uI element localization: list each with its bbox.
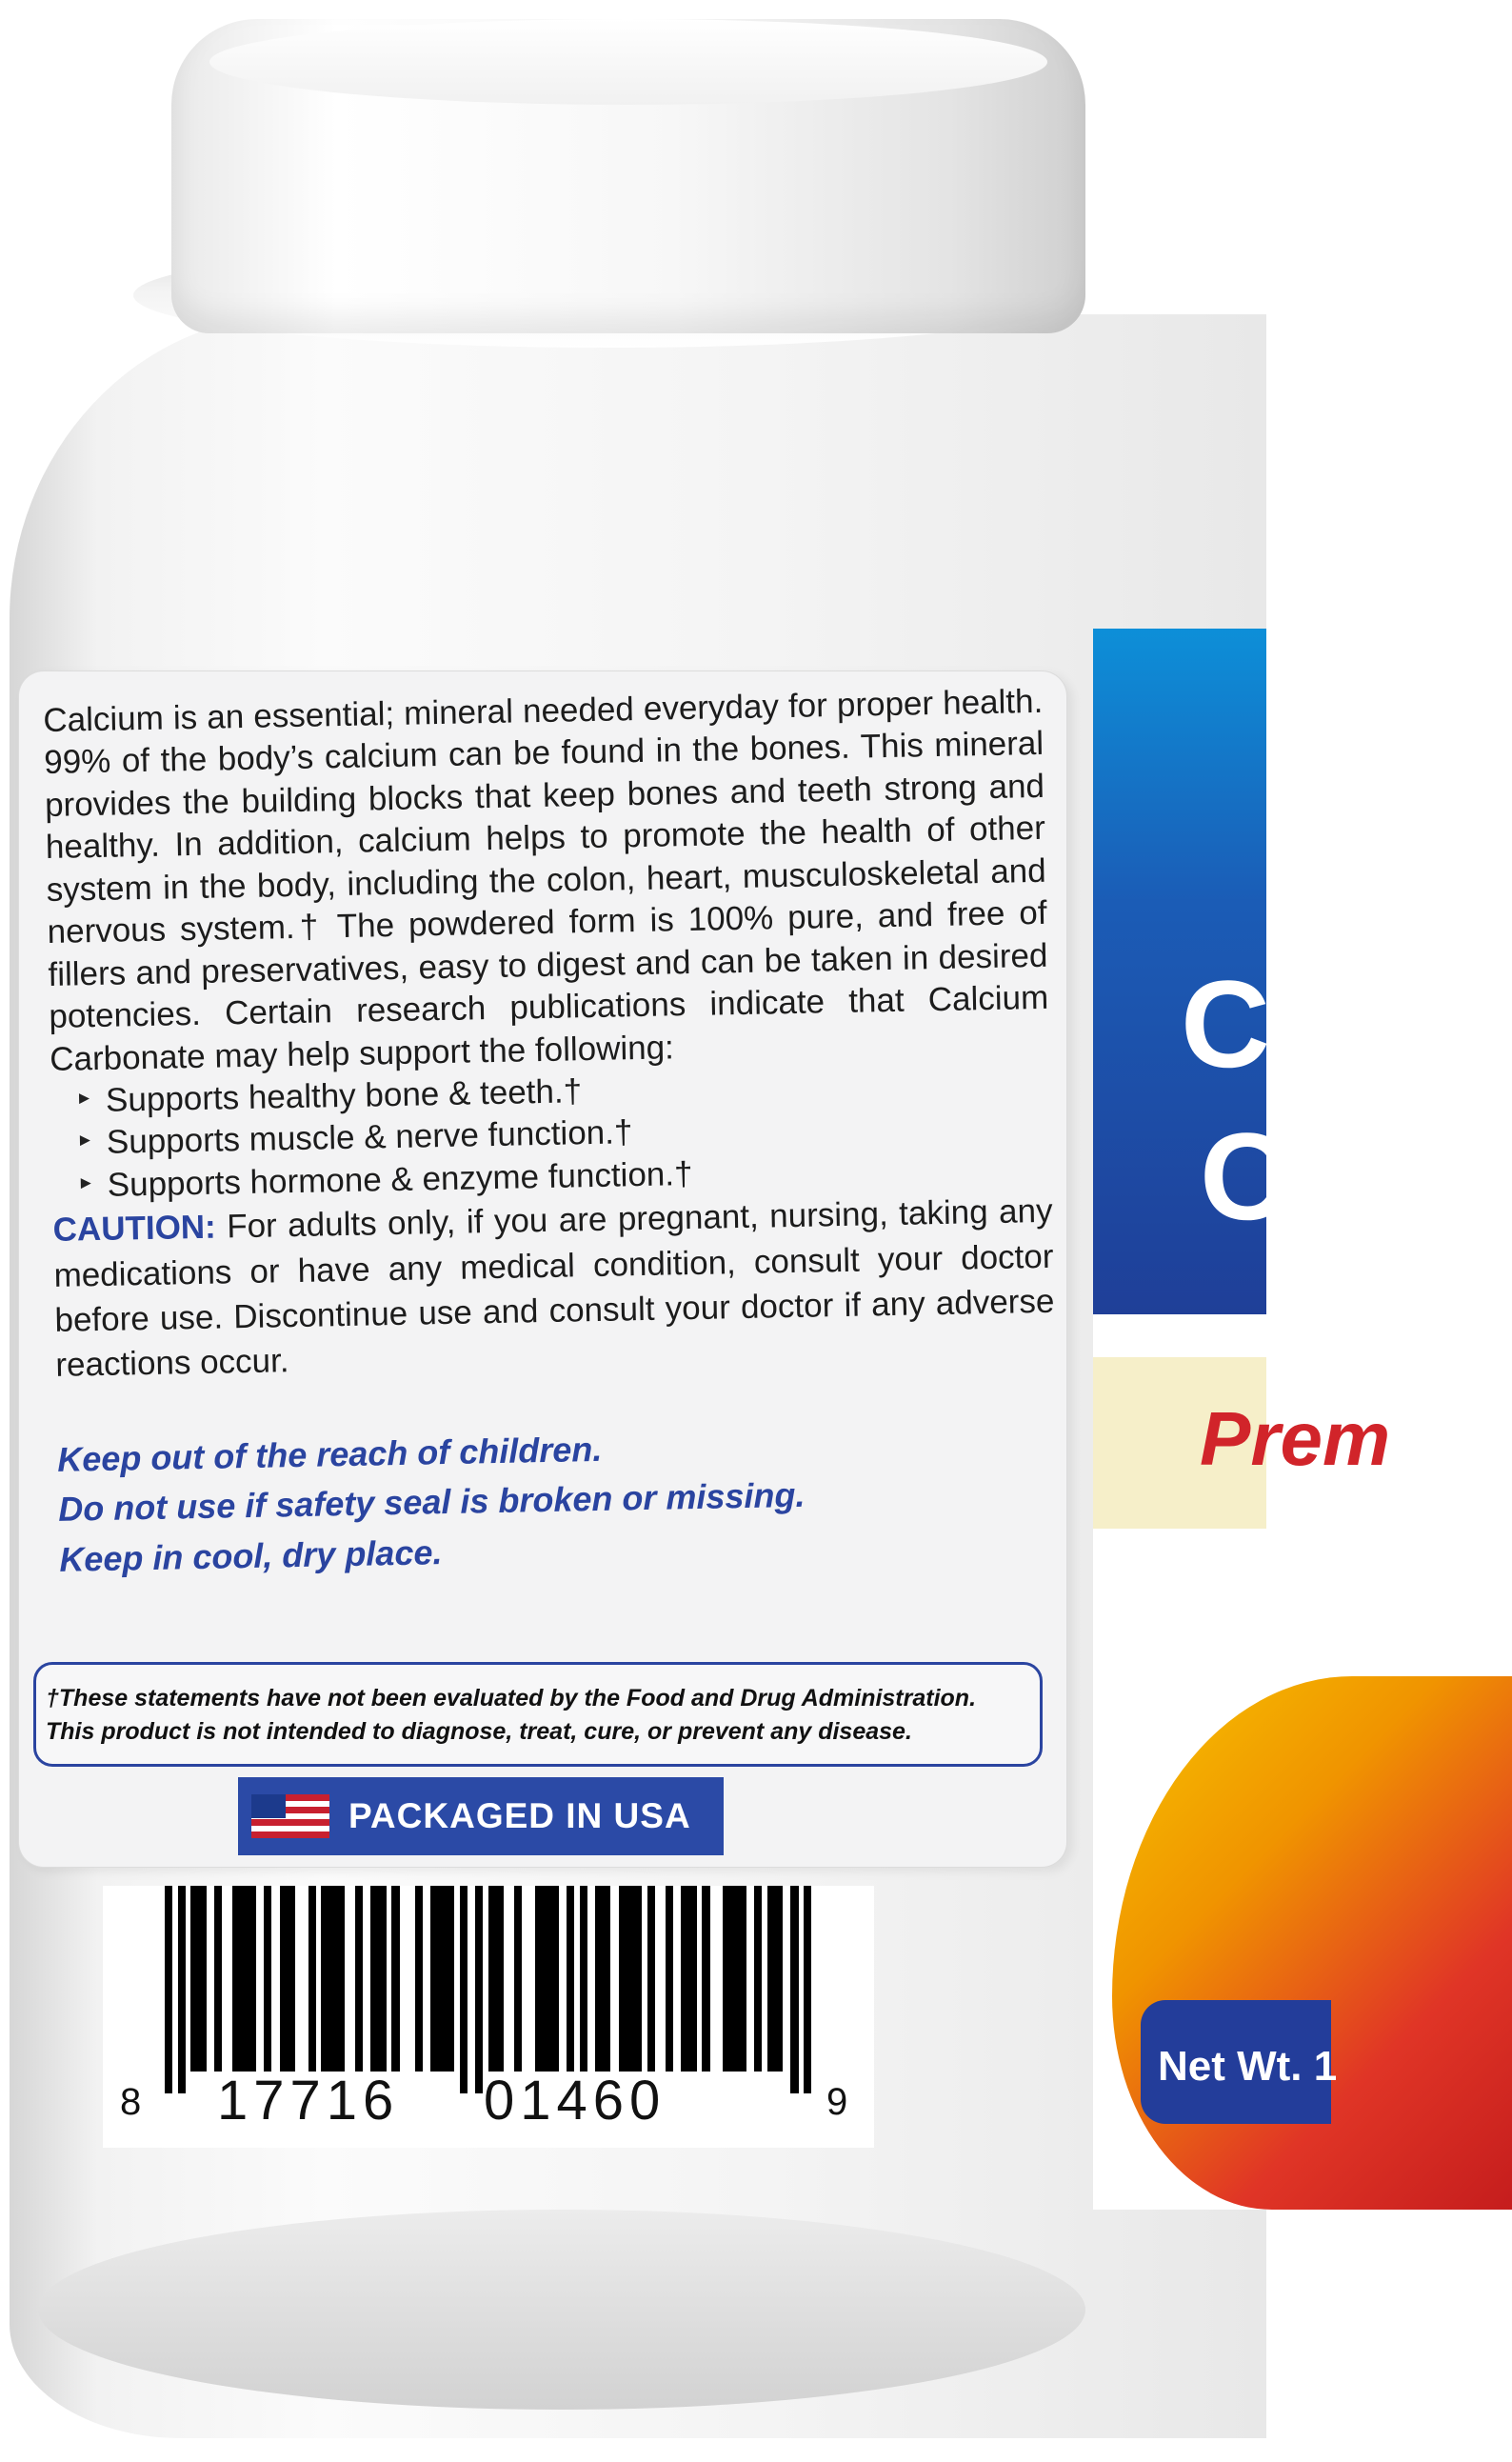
warning-line: Keep in cool, dry place. [58,1531,443,1579]
barcode-bar [308,1886,316,2072]
label-text-block [43,681,1060,1585]
barcode-bar [655,1886,666,2072]
barcode-bar [400,1886,415,2072]
front-label-partial [1093,629,1391,2210]
barcode-bar [222,1886,232,2072]
barcode-bar [363,1886,370,2072]
front-title-fragment: Ca [1200,1107,1359,1246]
caution-label: CAUTION: [52,1208,217,1250]
us-flag-icon [251,1794,329,1838]
barcode-bar [790,1886,798,2093]
barcode-bar [723,1886,746,2072]
bottle-cap [171,19,1085,333]
front-swoosh-graphic [1112,1676,1512,2210]
barcode [103,1886,874,2148]
barcode-bar [295,1886,308,2072]
barcode-bar [321,1886,345,2072]
barcode-bar [514,1886,522,2072]
front-banner-text: Prem [1200,1396,1391,1481]
barcode-bar [370,1886,386,2072]
caution-paragraph [52,1189,1055,1388]
barcode-bar [783,1886,790,2072]
barcode-bar [580,1886,587,2072]
packaged-text: PACKAGED IN USA [348,1796,691,1835]
fda-disclaimer-box [33,1662,1043,1767]
benefits-list [50,1062,1052,1208]
barcode-bars [165,1886,812,2091]
barcode-bar [256,1886,264,2072]
barcode-bar [190,1886,206,2072]
barcode-bar [666,1886,673,2072]
barcode-bar [504,1886,514,2072]
warning-line: Do not use if safety seal is broken or missing. [57,1475,806,1530]
barcode-bar [232,1886,256,2072]
barcode-bar [535,1886,559,2072]
barcode-bar [355,1886,363,2072]
barcode-bar [430,1886,454,2072]
barcode-last-digit: 9 [826,2081,854,2123]
barcode-bar [681,1886,696,2072]
description-paragraph: Calcium is an essential; mineral needed everyday for proper health. 99% of the body’s calcium can be found in the bones. This mineral provides the building blocks that keep bones and teeth strong and healthy. In addition, calcium helps to promote the health of other system in the body, including the colon, heart, musculoskeletal and nervous system.† The powdered form is 100% pure, and free of fillers and preservatives, easy to digest and can be taken in desired potencies. Certain research publications indicate that Calcium Carbonate may help support the following: [43,682,1049,1078]
barcode-bar [619,1886,643,2072]
benefit-item: ▸ Supports hormone & enzyme function.† [80,1147,1052,1208]
packaged-in-usa-badge [238,1777,724,1855]
barcode-bar [710,1886,724,2072]
barcode-first-digit: 8 [120,2081,148,2123]
barcode-bar [767,1886,783,2072]
barcode-bar [264,1886,271,2072]
barcode-bar [207,1886,214,2072]
warning-line: Keep out of the reach of children. [56,1430,603,1480]
barcode-bar [345,1886,355,2072]
barcode-bar [610,1886,618,2072]
barcode-bar [647,1886,655,2072]
disclaimer-line: †These statements have not been evaluated by the Food and Drug Administration. [46,1685,977,1711]
caution-text: For adults only, if you are pregnant, nursing, taking any medications or have any medical condition, consult your doctor before use. Discontinue use and consult your doctor if any adverse reactions occur. [53,1191,1055,1384]
barcode-bar [423,1886,430,2072]
barcode-bar [559,1886,567,2072]
barcode-bar [804,1886,811,2093]
barcode-bar [673,1886,681,2072]
disclaimer-line: This product is not intended to diagnose, treat, cure, or prevent any disease. [46,1718,912,1745]
barcode-bar [271,1886,279,2072]
barcode-bar [468,1886,475,2072]
warnings-block [57,1416,1060,1585]
net-weight-text: Net Wt. 1 [1158,2043,1338,2090]
cap-top [209,19,1047,105]
barcode-bar [488,1886,504,2072]
barcode-bar [587,1886,595,2072]
barcode-bar [754,1886,762,2072]
barcode-bar [746,1886,754,2072]
barcode-bar [460,1886,468,2093]
barcode-left-digits: 17716 [217,2070,400,2132]
bottle-base [38,2210,1085,2410]
barcode-bar [522,1886,535,2072]
barcode-bar [475,1886,483,2093]
barcode-bar [567,1886,574,2072]
benefit-item: ▸ Supports healthy bone & teeth.† [79,1062,1051,1123]
benefit-item: ▸ Supports muscle & nerve function.† [80,1104,1052,1165]
barcode-bar [391,1886,399,2072]
barcode-bar [165,1886,172,2093]
barcode-bar [178,1886,186,2093]
front-title-fragment: C [1181,954,1270,1093]
barcode-bar [415,1886,423,2072]
barcode-bar [280,1886,295,2072]
barcode-bar [214,1886,222,2072]
barcode-right-digits: 01460 [484,2070,666,2132]
barcode-bar [702,1886,709,2072]
barcode-bar [595,1886,610,2072]
